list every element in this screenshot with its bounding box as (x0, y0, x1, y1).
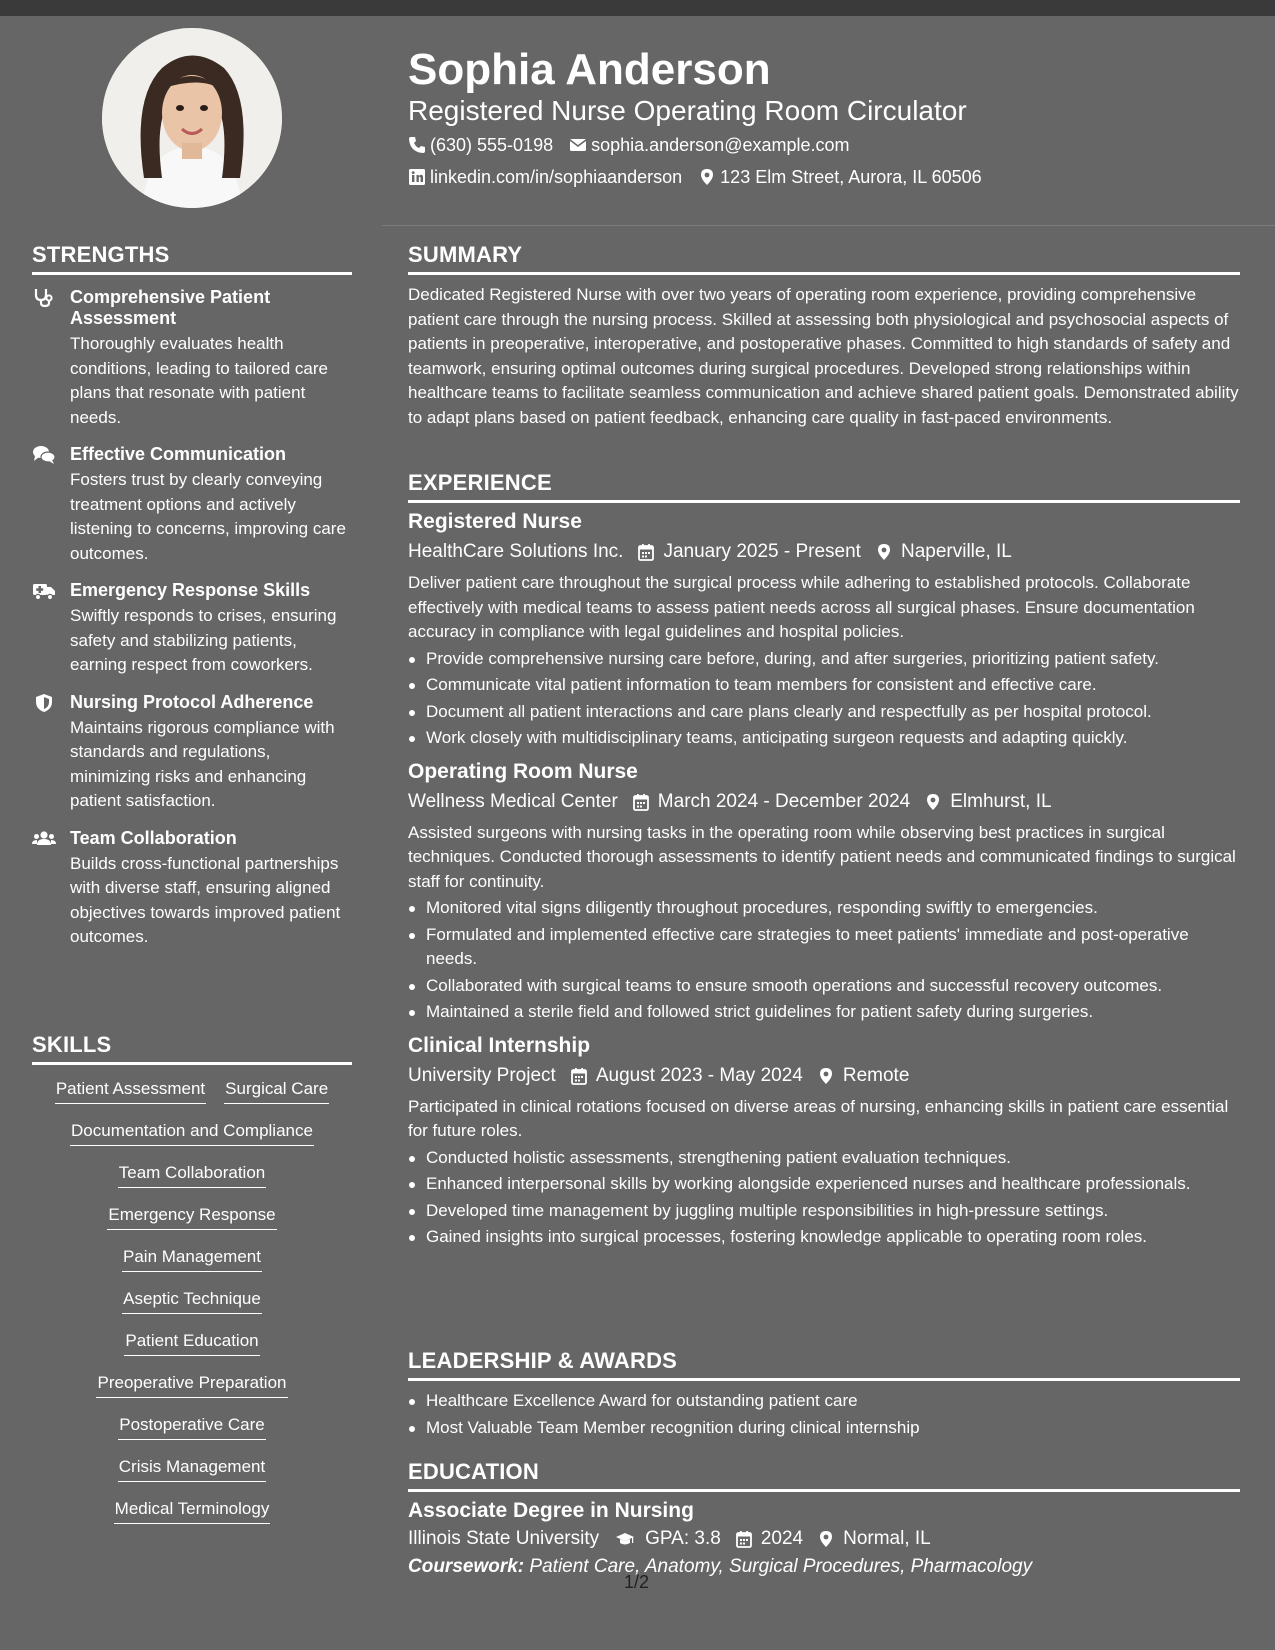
skill-tag: Emergency Response (107, 1203, 276, 1230)
strength-title: Comprehensive Patient Assessment (70, 287, 271, 328)
job-meta (408, 1063, 1240, 1089)
skill-tag: Aseptic Technique (122, 1287, 262, 1314)
leadership-bullets (408, 1389, 1240, 1440)
education-section (408, 1459, 1240, 1580)
job-bullet: Gained insights into surgical processes, fostering knowledge applicable to operating room roles. (408, 1225, 1240, 1250)
job-bullet: Monitored vital signs diligently throughout procedures, responding swiftly to emergencies. (408, 896, 1240, 921)
skill-tag: Surgical Care (224, 1077, 329, 1104)
header-divider (382, 225, 1275, 226)
linkedin-text: linkedin.com/in/sophiaanderson (430, 167, 683, 187)
job-bullet: Work closely with multidisciplinary teams, anticipating surgeon requests and adapting quickly. (408, 726, 1240, 751)
map-marker-icon (698, 168, 716, 186)
job-bullet: Provide comprehensive nursing care before, during, and after surgeries, prioritizing patient safety. (408, 647, 1240, 672)
job-description: Participated in clinical rotations focused on diverse areas of nursing, enhancing skills in patient care essential for future roles. (408, 1096, 1229, 1140)
skill-tag: Pain Management (122, 1245, 262, 1272)
job-bullet: Document all patient interactions and care plans clearly and respectfully as per hospital protocol. (408, 700, 1240, 725)
award-item: Healthcare Excellence Award for outstanding patient care (408, 1389, 1240, 1414)
email-text: sophia.anderson@example.com (591, 135, 850, 155)
strength-desc: Builds cross-functional partnerships with diverse staff, ensuring aligned objectives towards improved patient outcomes. (70, 853, 341, 946)
job-bullets (408, 647, 1240, 751)
page-indicator: 1/2 (624, 1572, 650, 1592)
leadership-title: LEADERSHIP & AWARDS (408, 1348, 1240, 1381)
strength-desc: Maintains rigorous compliance with standards and regulations, minimizing risks and enhancing patient satisfaction. (70, 717, 335, 810)
skill-tag: Team Collaboration (118, 1161, 266, 1188)
strength-item (32, 580, 352, 678)
strength-desc: Fosters trust by clearly conveying treatment options and actively listening to concerns, improving care outcomes. (70, 470, 346, 563)
strengths-section (32, 242, 352, 964)
job-bullets (408, 1146, 1240, 1250)
award-item: Most Valuable Team Member recognition during clinical internship (408, 1416, 1240, 1441)
envelope-icon (569, 136, 587, 154)
strength-item (32, 692, 352, 814)
job-bullet: Maintained a sterile field and followed strict guidelines for patient safety during surgeries. (408, 1000, 1240, 1025)
school-location: Normal, IL (843, 1528, 931, 1549)
job-company: Wellness Medical Center (408, 790, 618, 812)
summary-title: SUMMARY (408, 242, 1240, 275)
job-description: Assisted surgeons with nursing tasks in the operating room while observing best practices in surgical techniques. Conducted thorough assessments to identify patient needs and communicated findings to surgical staff for continuity. (408, 822, 1236, 891)
education-meta (408, 1526, 1240, 1552)
job-bullet: Formulated and implemented effective care strategies to meet patients' immediate and post-operative needs. (408, 923, 1240, 972)
top-bar (0, 0, 1275, 16)
strengths-title: STRENGTHS (32, 242, 352, 275)
calendar-icon (735, 1530, 753, 1548)
coursework-text: Patient Care, Anatomy, Surgical Procedures, Pharmacology (529, 1556, 1033, 1577)
address-text: 123 Elm Street, Aurora, IL 60506 (720, 167, 982, 187)
skill-tag: Medical Terminology (114, 1497, 271, 1524)
candidate-role: Registered Nurse Operating Room Circulator (408, 95, 967, 126)
shield-icon (32, 693, 56, 713)
map-marker-icon (817, 1530, 835, 1548)
job-meta (408, 789, 1240, 815)
skill-tag: Patient Assessment (55, 1077, 206, 1104)
experience-section (408, 470, 1240, 1250)
graduation-year: 2024 (760, 1528, 804, 1549)
strength-desc: Thoroughly evaluates health conditions, leading to tailored care plans that resonate with patient needs. (70, 334, 328, 427)
phone-icon (408, 136, 426, 154)
job-dates: August 2023 - May 2024 (595, 1064, 803, 1086)
contact-row-2 (408, 165, 982, 189)
gpa-text: GPA: 3.8 (645, 1528, 721, 1549)
job-location: Naperville, IL (900, 541, 1012, 562)
ambulance-icon (32, 581, 56, 601)
job-location: Elmhurst, IL (950, 790, 1052, 812)
graduation-cap-icon (613, 1530, 637, 1548)
job-bullet: Developed time management by juggling multiple responsibilities in high-pressure settings. (408, 1199, 1240, 1224)
linkedin-contact[interactable] (408, 165, 682, 189)
strength-title: Emergency Response Skills (70, 580, 311, 600)
users-icon (32, 829, 56, 849)
education-title: EDUCATION (408, 1459, 1240, 1492)
job-entry (408, 1033, 1240, 1250)
email-contact[interactable] (569, 133, 849, 157)
strength-desc: Swiftly responds to crises, ensuring safety and stabilizing patients, earning respect from coworkers. (70, 606, 337, 674)
job-dates: March 2024 - December 2024 (657, 790, 911, 812)
job-location: Remote (842, 1064, 910, 1086)
job-bullets (408, 896, 1240, 1025)
candidate-name: Sophia Anderson (408, 45, 771, 94)
contact-row-1 (408, 133, 850, 157)
summary-section (408, 242, 1240, 430)
job-entry (408, 509, 1240, 751)
stethoscope-icon (32, 288, 56, 308)
comments-icon (32, 445, 56, 465)
strength-item (32, 287, 352, 430)
strength-title: Team Collaboration (70, 827, 237, 848)
job-company: University Project (408, 1064, 556, 1086)
strength-title: Nursing Protocol Adherence (70, 691, 314, 712)
skills-title: SKILLS (32, 1032, 352, 1065)
calendar-icon (637, 543, 655, 561)
skills-section (32, 1032, 352, 1539)
job-title: Operating Room Nurse (408, 759, 638, 783)
job-title: Registered Nurse (408, 510, 582, 533)
strength-title: Effective Communication (70, 444, 287, 464)
skill-tag: Postoperative Care (118, 1413, 266, 1440)
job-bullet: Enhanced interpersonal skills by working alongside experienced nurses and healthcare professionals. (408, 1172, 1240, 1197)
skill-tag: Crisis Management (118, 1455, 266, 1482)
job-description: Deliver patient care throughout the surgical process while adhering to established protocols. Collaborate effectively with medical teams to assess patient needs across all surgical phases. Ensure documentation accuracy in compliance with legal guidelines and hospital policies. (408, 573, 1195, 641)
strength-item (32, 828, 352, 950)
coursework-line (408, 1554, 1240, 1580)
calendar-icon (570, 1067, 588, 1085)
skill-tag: Preoperative Preparation (96, 1371, 287, 1398)
strength-item (32, 444, 352, 566)
degree-title: Associate Degree in Nursing (408, 1499, 694, 1522)
school-name: Illinois State University (408, 1528, 600, 1549)
job-title: Clinical Internship (408, 1033, 591, 1057)
job-entry (408, 759, 1240, 1025)
job-meta (408, 539, 1240, 565)
profile-photo (102, 28, 282, 208)
phone-contact[interactable] (408, 133, 553, 157)
map-marker-icon (817, 1067, 835, 1085)
job-company: HealthCare Solutions Inc. (408, 541, 624, 562)
job-dates: January 2025 - Present (663, 541, 861, 562)
job-bullet: Communicate vital patient information to team members for consistent and effective care. (408, 673, 1240, 698)
linkedin-icon (408, 168, 426, 186)
leadership-section (408, 1348, 1240, 1440)
job-bullet: Collaborated with surgical teams to ensure smooth operations and successful recovery outcomes. (408, 974, 1240, 999)
experience-title: EXPERIENCE (408, 470, 1240, 503)
summary-text: Dedicated Registered Nurse with over two years of operating room experience, providing comprehensive patient care through the nursing process. Skilled at assessing both physiological and psychosocial aspects of patients in preoperative, interoperative, and postoperative phases. Committed to high standards of safety and teamwork, ensuring optimal outcomes during surgical procedures. Developed strong relationships within healthcare teams to facilitate seamless communication and achieve shared patient goals. Demonstrated ability to adapt plans based on patient feedback, enhancing care quality in fast-paced environments. (408, 285, 1239, 427)
map-marker-icon (875, 543, 893, 561)
phone-text: (630) 555-0198 (430, 135, 554, 155)
address-contact (698, 165, 982, 189)
map-marker-icon (924, 793, 942, 811)
skill-tag: Patient Education (124, 1329, 259, 1356)
coursework-label: Coursework: (408, 1556, 525, 1577)
calendar-icon (632, 793, 650, 811)
skill-tag: Documentation and Compliance (70, 1119, 314, 1146)
job-bullet: Conducted holistic assessments, strengthening patient evaluation techniques. (408, 1146, 1240, 1171)
